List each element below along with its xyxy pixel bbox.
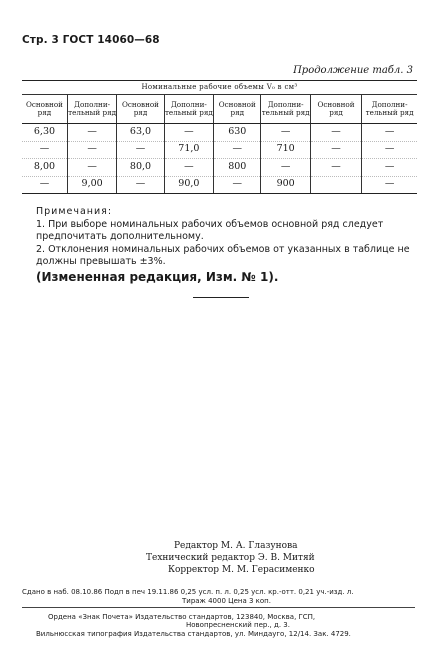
column-header: Основной ряд (214, 95, 261, 124)
imprint-rule (22, 607, 415, 608)
technical-editor-line: Технический редактор Э. В. Митяй (146, 553, 315, 563)
edition-note: (Измененная редакция, Изм. № 1). (36, 270, 279, 284)
note-item: 1. При выборе номинальных рабочих объемов основной ряд следует предпочитать дополнительному. (36, 219, 384, 242)
table-cell: — (214, 141, 261, 159)
table-cell: — (164, 159, 213, 177)
table-row (22, 159, 417, 177)
imprint-line: Новопресненский пер., д. 3. (186, 621, 290, 629)
proofreader-line: Корректор М. М. Герасименко (168, 565, 315, 575)
table-cell: — (22, 176, 67, 194)
column-header: Основной ряд (22, 95, 67, 124)
table-cell: 8,00 (22, 159, 67, 177)
table-cell: — (117, 141, 164, 159)
imprint-line: Тираж 4000 Цена 3 коп. (182, 597, 271, 605)
table-cell: 6,30 (22, 124, 67, 142)
table-cell: — (362, 159, 417, 177)
table-cell: — (67, 141, 116, 159)
table-row (22, 176, 417, 194)
table-cell: 80,0 (117, 159, 164, 177)
page-header: Стр. 3 ГОСТ 14060—68 (22, 34, 160, 46)
imprint-line: Ордена «Знак Почета» Издательство стандартов, 123840, Москва, ГСП, (48, 613, 316, 621)
imprint-line: Вильнюсская типография Издательства стандартов, ул. Миндауго, 12/14. Зак. 4729. (36, 630, 351, 638)
table-cell: 9,00 (67, 176, 116, 194)
table-cell: — (22, 141, 67, 159)
table-cell: 710 (261, 141, 310, 159)
table-cell: — (261, 124, 310, 142)
table-cell: — (214, 176, 261, 194)
table-cell: 800 (214, 159, 261, 177)
imprint-line: Сдано в наб. 08.10.86 Подп в печ 19.11.86 0,25 усл. п. л. 0,25 усл. кр.-отт. 0,21 уч.-изд. л. (22, 588, 354, 596)
table-cell: — (310, 141, 361, 159)
table-cell: — (362, 141, 417, 159)
column-header: Дополни-тельный ряд (362, 95, 417, 124)
column-header: Дополни-тельный ряд (261, 95, 310, 124)
table-cell: — (164, 124, 213, 142)
column-header: Основной ряд (117, 95, 164, 124)
table-cell: — (362, 124, 417, 142)
volumes-table (22, 80, 417, 194)
editor-line: Редактор М. А. Глазунова (174, 541, 298, 551)
table-cell: 63,0 (117, 124, 164, 142)
table-continuation-label: Продолжение табл. 3 (293, 65, 413, 76)
table-cell: — (362, 176, 417, 194)
table-cell: 630 (214, 124, 261, 142)
table-row (22, 141, 417, 159)
table-cell: — (261, 159, 310, 177)
table-cell: — (310, 159, 361, 177)
table-cell: — (117, 176, 164, 194)
table-column-headers (22, 95, 417, 124)
table-cell: — (67, 124, 116, 142)
table-row (22, 124, 417, 142)
table-cell: 71,0 (164, 141, 213, 159)
table-body (22, 124, 417, 194)
column-header: Дополни-тельный ряд (67, 95, 116, 124)
table-cell: — (310, 124, 361, 142)
table-cell: 90,0 (164, 176, 213, 194)
note-item: 2. Отклонения номинальных рабочих объемов от указанных в таблице не должны превышать ±3%. (36, 244, 410, 267)
column-header: Дополни-тельный ряд (164, 95, 213, 124)
table-cell: 900 (261, 176, 310, 194)
table-cell (310, 176, 361, 194)
table-group-header: Номинальные рабочие объемы V₀ в см³ (22, 81, 417, 95)
column-header: Основной ряд (310, 95, 361, 124)
notes-title: Примечания: (36, 206, 113, 217)
section-divider (193, 297, 249, 298)
table-cell: — (67, 159, 116, 177)
